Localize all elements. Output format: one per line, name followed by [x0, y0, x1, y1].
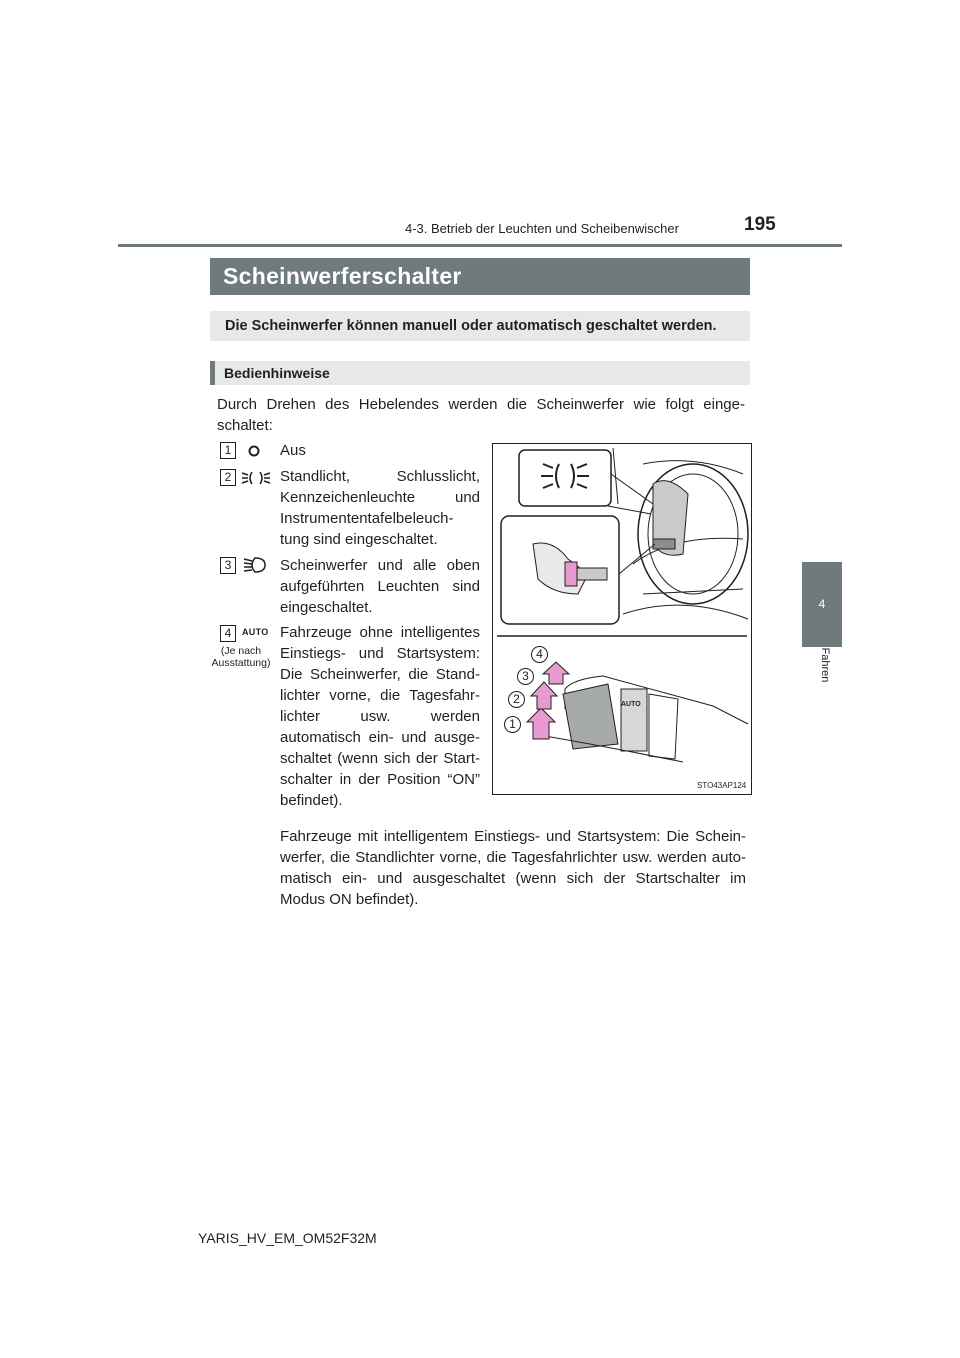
auto-icon: AUTO	[242, 627, 269, 637]
position-text-3: Scheinwerfer und alle oben aufgeführten Leuchten sind eingeschaltet.	[280, 557, 480, 616]
lead-summary: Die Scheinwerfer können manuell oder automatisch geschaltet werden.	[210, 311, 750, 341]
document-code-footer: YARIS_HV_EM_OM52F32M	[198, 1230, 377, 1246]
position-number-3: 3	[220, 557, 236, 574]
page-number: 195	[744, 214, 776, 235]
position-number-4: 4	[220, 625, 236, 642]
running-header-section: 4-3. Betrieb der Leuchten und Scheibenwischer	[405, 221, 679, 236]
headlight-switch-figure	[492, 443, 752, 795]
figure-callout-4: 4	[531, 646, 548, 663]
intro-paragraph: Durch Drehen des Hebelendes werden die Scheinwerfer wie folgt einge-schaltet:	[217, 396, 745, 434]
off-circle-icon	[247, 444, 261, 458]
figure-code: STO43AP124	[697, 781, 747, 790]
page-title: Scheinwerferschalter	[210, 258, 750, 295]
chapter-tab: 4	[802, 562, 842, 647]
outro-paragraph: Fahrzeuge mit intelligentem Einstiegs- und Startsystem: Die Schein-werfer, die Standlichter vorne, die Tagesfahrlichter usw. werden auto-matisch ein- und ausgeschaltet (wenn sich der Startschalter im Modus ON befindet).	[280, 828, 746, 908]
position-text-1: Aus	[280, 442, 306, 459]
parking-light-icon	[241, 469, 271, 487]
headlight-icon	[243, 556, 267, 574]
figure-callout-2: 2	[508, 691, 525, 708]
figure-callout-3: 3	[517, 668, 534, 685]
header-rule	[118, 244, 842, 247]
chapter-tab-label: Fahren	[819, 647, 831, 683]
position-number-1: 1	[220, 442, 236, 459]
equipment-note: (Je nach Ausstattung)	[211, 645, 271, 669]
position-text-4: Fahrzeuge ohne intelligentes Einstiegs- und Startsystem: Die Scheinwerfer, die Stand-lichter vorne, die Tagesfahr-lichter usw. werden automatisch ein- und ausge-schaltet (wenn sich der Start-schalter in der Position “ON” befindet).	[280, 624, 480, 809]
subheading: Bedienhinweise	[210, 361, 750, 385]
figure-illustration	[493, 444, 751, 794]
position-number-2: 2	[220, 469, 236, 486]
figure-callout-1: 1	[504, 716, 521, 733]
lever-auto-label: AUTO	[621, 701, 641, 708]
position-text-2: Standlicht, Schlusslicht, Kennzeichenleuchte und Instrumententafelbeleuch-tung sind eingeschaltet.	[280, 468, 480, 548]
